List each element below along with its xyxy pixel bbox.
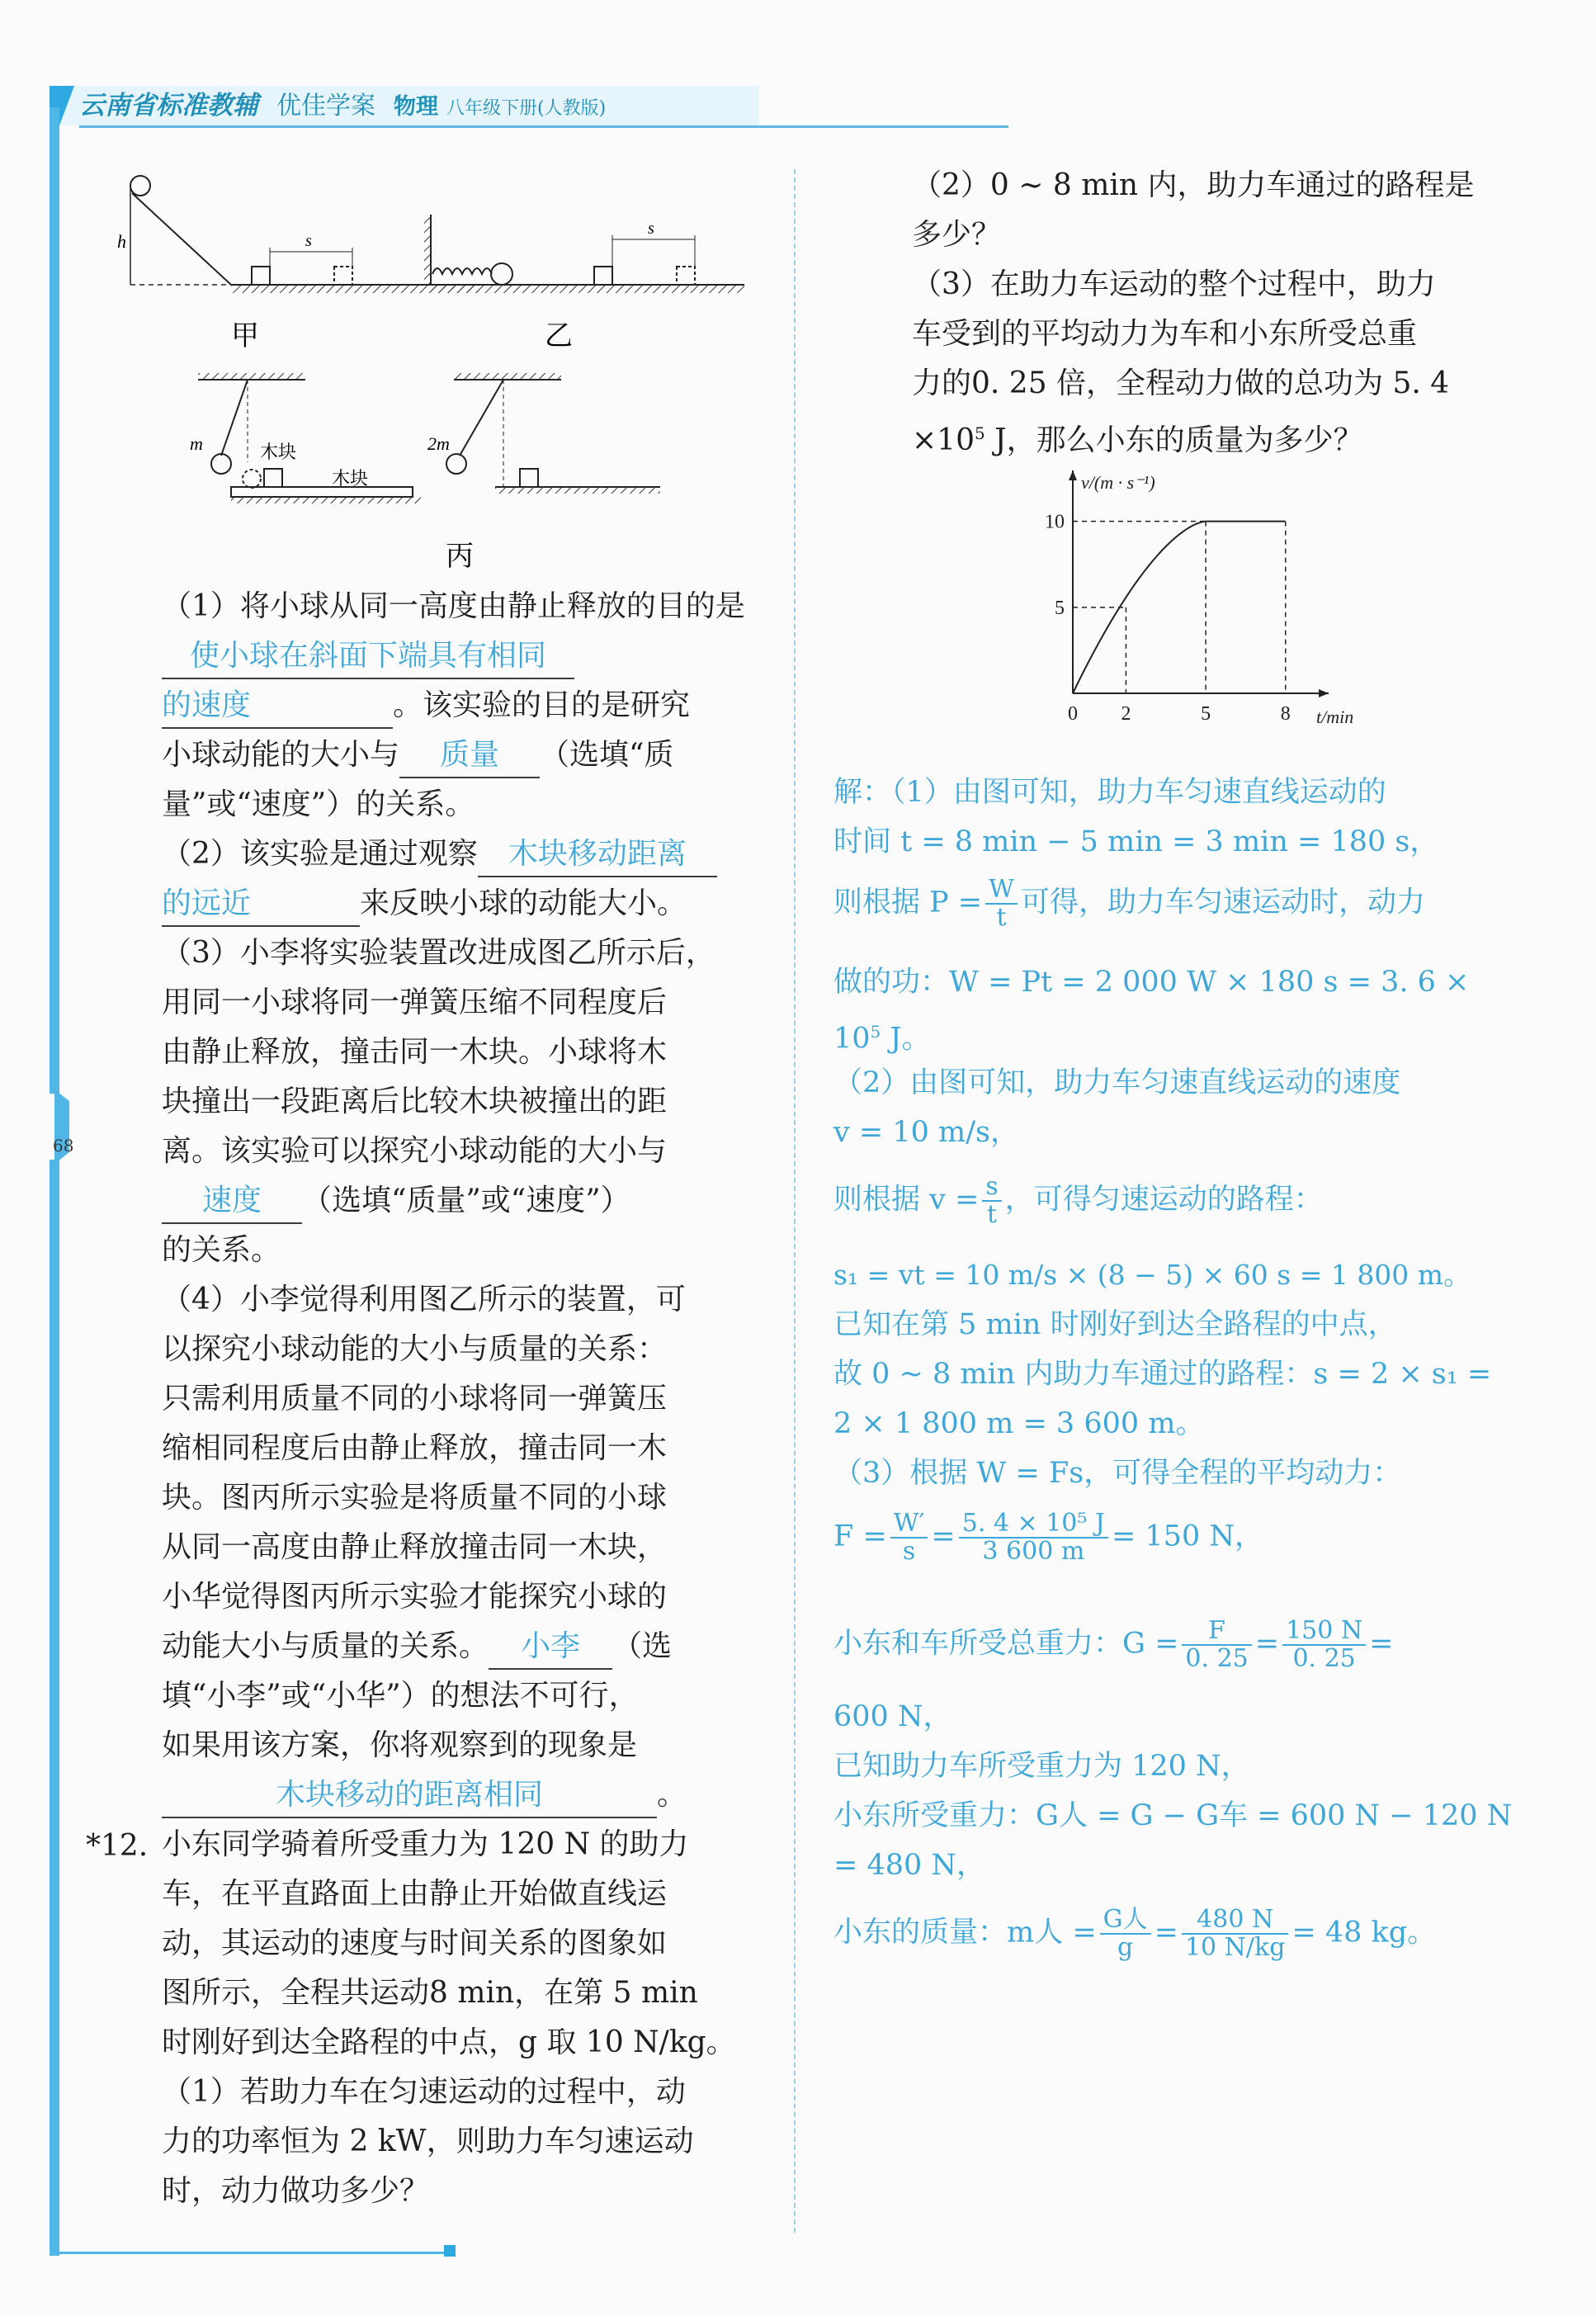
- solution-line-12: 2 × 1 800 m = 3 600 m。: [833, 1407, 1205, 1440]
- solution-line-17: 已知助力车所受重力为 120 N，: [833, 1750, 1250, 1783]
- answer-blank-1a[interactable]: 使小球在斜面下端具有相同: [162, 635, 574, 679]
- q12-s3-line-1: （3）在助力车运动的整个过程中，助力: [912, 267, 1436, 301]
- label-block-1: 木块: [260, 442, 297, 462]
- frac-s-over-t: $\frac{s}{t}$: [982, 1174, 1001, 1228]
- x-tick-label-8: 8: [1280, 703, 1291, 725]
- figure-yi: [424, 215, 744, 352]
- column-divider: [794, 169, 796, 2233]
- q12-line-2: 车，在平直路面上由静止开始做直线运: [162, 1877, 668, 1911]
- y-tick-label-10: 10: [1045, 511, 1065, 533]
- answer-blank-1b[interactable]: 的速度: [162, 684, 393, 729]
- x-tick-label-2: 2: [1121, 703, 1131, 725]
- solution-line-11: 故 0 ~ 8 min 内助力车通过的路程：s = 2 × s₁ =: [833, 1358, 1492, 1391]
- solution-line-4: 做的功：W = Pt = 2 000 W × 180 s = 3. 6 ×: [833, 966, 1470, 999]
- solution-line-7: v = 10 m/s，: [833, 1116, 1019, 1149]
- q11-line-24: 如果用该方案，你将观察到的现象是: [162, 1728, 638, 1762]
- label-jia: 甲: [231, 321, 259, 352]
- frac-w-over-t: $\frac{W}{t}$: [985, 877, 1018, 931]
- q11-line-22: 动能大小与质量的关系。 小李 （选: [162, 1622, 672, 1671]
- left-rail-bottom: [50, 1160, 59, 2256]
- solution-line-10: 已知在第 5 min 时刚好到达全路程的中点，: [833, 1308, 1397, 1341]
- frac-w-over-s: $\frac{W'}{s}$: [890, 1510, 928, 1565]
- header-brand: 云南省标准教辅: [79, 91, 258, 121]
- q12-line-1: 小东同学骑着所受重力为 120 N 的助力: [162, 1827, 689, 1861]
- x-tick-label-0: 0: [1068, 703, 1078, 725]
- left-rail-top: [50, 107, 59, 1094]
- solution-line-1: 解：（1）由图可知，助力车匀速直线运动的: [833, 776, 1386, 809]
- label-m: m: [190, 433, 203, 454]
- figure-bing: [190, 373, 660, 572]
- q11-line-19: 块。图丙所示实验是将质量不同的小球: [162, 1481, 668, 1515]
- header-series: 优佳学案: [276, 92, 375, 121]
- solution-line-14: F = $\frac{W'}{s}$ = $\frac{\text{5. 4 × 10⁵ J}}{3 600 m}$ = 150 N，: [833, 1509, 1263, 1566]
- header-grade: 八年级下册(人教版): [446, 98, 607, 119]
- q11-line-4: 小球动能的大小与 质量 （选填“质: [162, 730, 673, 780]
- solution-line-19: = 480 N，: [833, 1849, 986, 1882]
- frac-f-over-ratio: $\frac{F}{0. 25}$: [1182, 1618, 1251, 1672]
- frac-work-over-distance: $\frac{\text{5. 4 × 10⁵ J}}{3 600 m}$: [959, 1510, 1108, 1565]
- q12-s3-line-2: 车受到的平均动力为车和小东所受总重: [912, 317, 1418, 351]
- answer-blank-2[interactable]: 质量: [399, 734, 540, 778]
- frac-480-over-10: $\frac{480 N}{10 N/kg}$: [1182, 1907, 1288, 1961]
- q11-line-16: 以探究小球动能的大小与质量的关系：: [162, 1332, 668, 1366]
- label-s-jia: s: [305, 232, 312, 250]
- q12-s2-line-1: （2）0 ~ 8 min 内，助力车通过的路程是: [912, 168, 1475, 202]
- label-2m: 2m: [427, 433, 450, 454]
- label-h: h: [117, 231, 126, 252]
- solution-line-16: 600 N，: [833, 1700, 952, 1733]
- q11-line-15: （4）小李觉得利用图乙所示的装置，可: [162, 1283, 686, 1316]
- x-axis-label: t/min: [1316, 707, 1354, 727]
- q11-line-21: 小华觉得图丙所示实验才能探究小球的: [162, 1580, 668, 1614]
- q12-s1-line-3: 时，动力做功多少？: [162, 2174, 430, 2208]
- q11-line-10: 由静止释放，撞击同一木块。小球将木: [162, 1035, 668, 1069]
- q11-line-7: 的远近 来反映小球的动能大小。: [162, 879, 687, 929]
- q11-line-6: （2）该实验是通过观察 木块移动距离: [162, 830, 717, 879]
- label-block-2: 木块: [332, 468, 369, 489]
- page-number: 68: [53, 1136, 74, 1156]
- q12-s1-line-2: 力的功率恒为 2 kW，则助力车匀速运动: [162, 2125, 694, 2158]
- label-yi: 乙: [545, 321, 573, 352]
- solution-line-3: 则根据 P = $\frac{W}{t}$ 可得，助力车匀速运动时，动力: [833, 875, 1425, 932]
- x-tick-label-5: 5: [1201, 703, 1211, 725]
- answer-blank-5[interactable]: 小李: [489, 1625, 612, 1670]
- bottom-marker: [444, 2245, 456, 2257]
- solution-line-8: 则根据 v = $\frac{s}{t}$ ，可得匀速运动的路程：: [833, 1172, 1323, 1229]
- answer-blank-3a[interactable]: 木块移动距离: [478, 833, 717, 877]
- q11-line-17: 只需利用质量不同的小球将同一弹簧压: [162, 1382, 668, 1416]
- q11-line-8: （3）小李将实验装置改进成图乙所示后，: [162, 936, 715, 970]
- q11-part1: （1）将小球从同一高度由静止释放的目的是: [162, 589, 745, 623]
- solution-line-20: 小东的质量：m人 = $\frac{\text{G人}}{g}$ = $\frac{480 N}{10 N/kg}$ = 48 kg。: [833, 1905, 1437, 1962]
- q11-line-25: 木块移动的距离相同 。: [162, 1770, 687, 1820]
- q11-line-3: 的速度 。该实验的目的是研究: [162, 681, 690, 730]
- label-s-yi: s: [648, 220, 654, 238]
- q11-line-20: 从同一高度由静止释放撞击同一木块，: [162, 1530, 668, 1564]
- velocity-time-chart: [1023, 470, 1354, 759]
- answer-blank-6[interactable]: 木块移动的距离相同: [162, 1774, 657, 1818]
- x-axis-arrow: [1319, 689, 1329, 697]
- q12-line-5: 时刚好到达全路程的中点，g 取 10 N/kg。: [162, 2025, 736, 2059]
- solution-line-15: 小东和车所受总重力：G = $\frac{F}{0. 25}$ = $\frac{150 N}{0. 25}$ =: [833, 1616, 1394, 1673]
- y-axis-arrow: [1069, 470, 1077, 480]
- q11-line-2: [162, 631, 574, 681]
- bottom-rule: [59, 2252, 447, 2254]
- label-bing: 丙: [446, 541, 474, 572]
- q11-line-23: 填“小李”或“小华”）的想法不可行，: [162, 1679, 639, 1713]
- answer-blank-3b[interactable]: 的远近: [162, 882, 360, 927]
- q11-line-14: 的关系。: [162, 1233, 281, 1267]
- header-rule: [79, 125, 1008, 128]
- q12-number: *12.: [86, 1829, 149, 1863]
- q11-line-5: 量”或“速度”）的关系。: [162, 787, 475, 821]
- q11-line-18: 缩相同程度后由静止释放，撞击同一木: [162, 1431, 668, 1465]
- experiment-figure: [99, 165, 759, 594]
- solution-line-2: 时间 t = 8 min − 5 min = 3 min = 180 s，: [833, 825, 1439, 858]
- q11-line-12: 离。该实验可以探究小球动能的大小与: [162, 1134, 668, 1168]
- q12-s1-line-1: （1）若助力车在匀速运动的过程中，动: [162, 2075, 686, 2109]
- solution-line-9: s₁ = vt = 10 m/s × (8 − 5) × 60 s = 1 800 m。: [833, 1259, 1471, 1291]
- y-axis-label: v/(m · s⁻¹): [1081, 472, 1155, 493]
- q12-s3-line-3: 力的0. 25 倍，全程动力做的总功为 5. 4: [912, 366, 1450, 400]
- solution-line-13: （3）根据 W = Fs，可得全程的平均动力：: [833, 1457, 1402, 1490]
- q12-line-3: 动，其运动的速度与时间关系的图象如: [162, 1926, 668, 1960]
- q11-line-11: 块撞出一段距离后比较木块被撞出的距: [162, 1085, 668, 1118]
- solution-line-18: 小东所受重力：G人 = G − G车 = 600 N − 120 N: [833, 1799, 1513, 1832]
- header-subject: 物理: [394, 94, 438, 120]
- frac-g-person-over-g: $\frac{\text{G人}}{g}$: [1100, 1907, 1151, 1961]
- solution-line-6: （2）由图可知，助力车匀速直线运动的速度: [833, 1066, 1401, 1099]
- frac-150-over-ratio: $\frac{150 N}{0. 25}$: [1282, 1618, 1366, 1672]
- solution-line-5: $10^5$ J。: [833, 1022, 931, 1056]
- header-title: [79, 86, 606, 125]
- q12-line-4: 图所示，全程共运动8 min，在第 5 min: [162, 1976, 698, 2010]
- q11-line-13: 速度 （选填“质量”或“速度”）: [162, 1176, 630, 1226]
- answer-blank-4[interactable]: 速度: [162, 1179, 302, 1224]
- y-tick-label-5: 5: [1055, 597, 1065, 619]
- q12-s2-line-2: 多少？: [912, 218, 1002, 252]
- q11-line-9: 用同一小球将同一弹簧压缩不同程度后: [162, 985, 668, 1019]
- q12-s3-line-4: $\times 10^5$ J，那么小东的质量为多少？: [912, 423, 1363, 457]
